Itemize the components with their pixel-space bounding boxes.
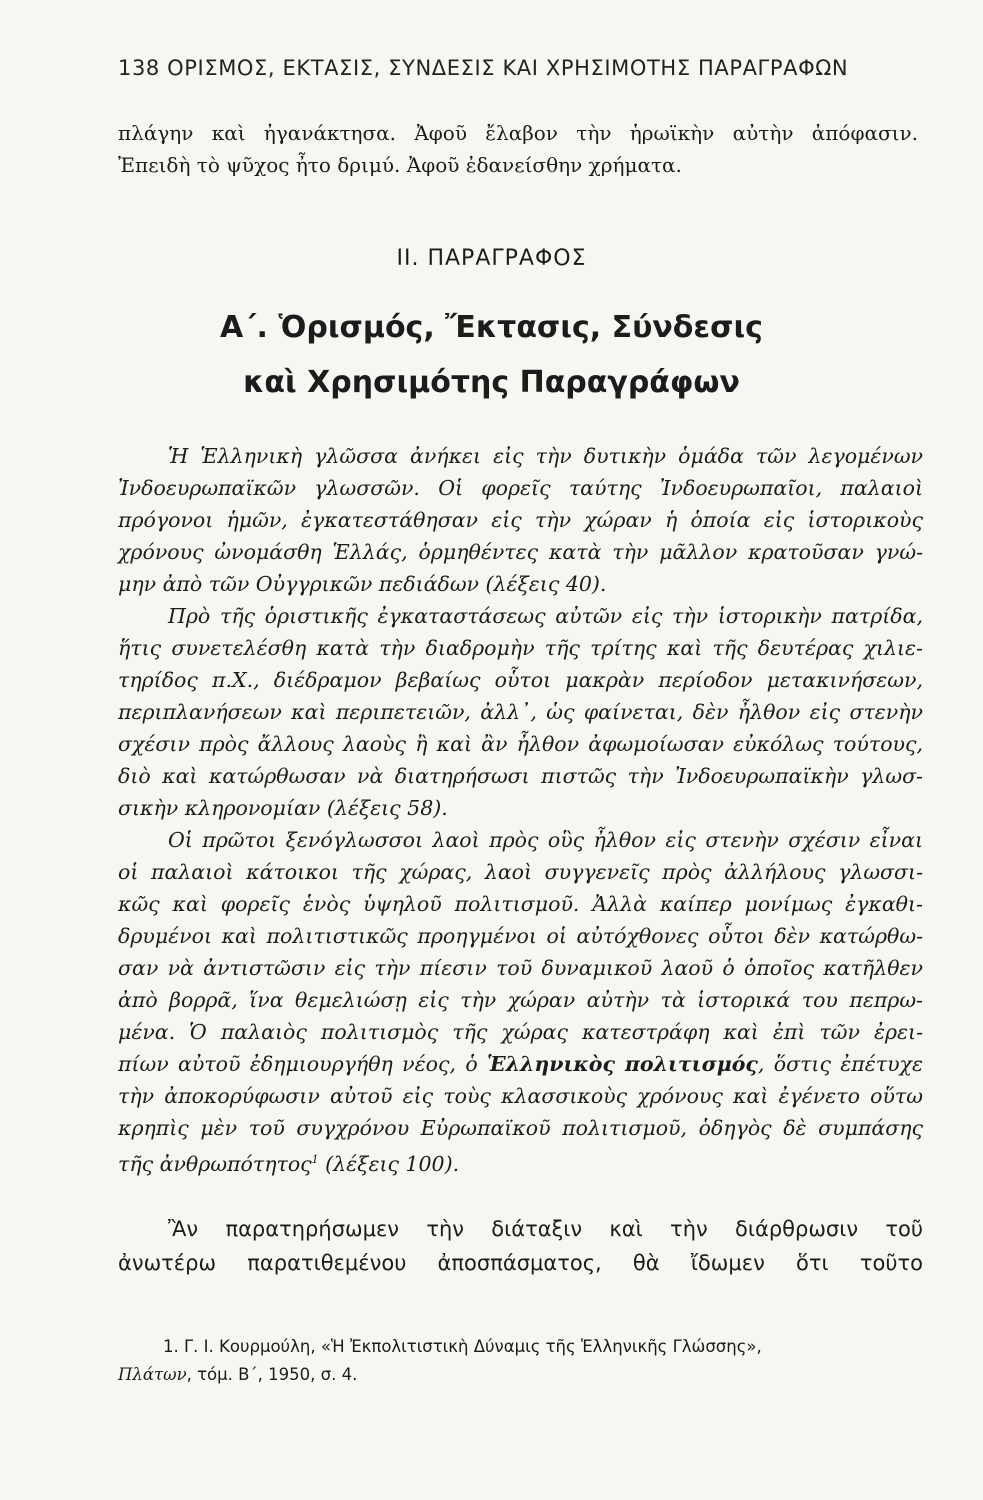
quoted-passage	[118, 440, 923, 1180]
quote-line: κῶς καὶ φορεῖς ἑνὸς ὑψηλοῦ πολιτισμοῦ. Ἀλλὰ καίπερ μονίμως ἐγκαθι-	[118, 892, 923, 916]
footnote-marker: 1	[311, 1153, 319, 1166]
quote-line: Ἰνδοευρωπαϊκῶν γλωσσῶν. Οἱ φορεῖς ταύτης Ἰνδοευρωπαῖοι, παλαιοὶ	[118, 476, 923, 500]
quote-line: μην ἀπὸ τῶν Οὐγγρικῶν πεδιάδων (λέξεις 40).	[118, 572, 607, 596]
quote-line	[118, 1048, 923, 1080]
quote-text: (λέξεις 100).	[318, 1151, 460, 1176]
quote-line: διὸ καὶ κατώρθωσαν νὰ διατηρήσωσι πιστῶς τὴν Ἰνδοευρωπαϊκὴν γλωσ-	[118, 764, 923, 788]
intro-text	[118, 117, 918, 181]
footnote	[118, 1333, 923, 1389]
running-head: 138 ΟΡΙΣΜΟΣ, ΕΚΤΑΣΙΣ, ΣΥΝΔΕΣΙΣ ΚΑΙ ΧΡΗΣΙΜΟΤΗΣ ΠΑΡΑΓΡΑΦΩΝ	[118, 56, 849, 80]
quote-line: δρυμένοι καὶ πολιτιστικῶς προηγμένοι οἱ αὐτόχθονες οὗτοι δὲν κατώρθω-	[118, 924, 923, 948]
quote-line: σικὴν κληρονομίαν (λέξεις 58).	[118, 796, 448, 820]
quote-line: οἱ παλαιοὶ κάτοικοι τῆς χώρας, λαοὶ συγγενεῖς πρὸς ἀλλήλους γλωσσι-	[118, 860, 923, 884]
quote-line: περιπλανήσεων καὶ περιπετειῶν, ἀλλ᾽, ὡς φαίνεται, δὲν ἦλθον εἰς στενὴν	[118, 700, 923, 724]
text-line: Ἐπειδὴ τὸ ψῦχος ἦτο δριμύ. Ἀφοῦ ἐδανείσθην χρήματα.	[118, 153, 682, 177]
quote-line: Ἡ Ἑλληνικὴ γλῶσσα ἀνήκει εἰς τὴν δυτικὴν ὁμάδα τῶν λεγομένων	[168, 444, 923, 468]
quote-line: πρόγονοι ἡμῶν, ἐγκατεστάθησαν εἰς τὴν χώραν ἡ ὁποία εἰς ἱστορικοὺς	[118, 508, 923, 532]
quote-line: χρόνους ὠνομάσθη Ἑλλάς, ὁρμηθέντες κατὰ τὴν μᾶλλον κρατοῦσαν γνώ-	[118, 540, 923, 564]
quote-text: πίων αὐτοῦ ἐδημιουργήθη νέος, ὁ	[118, 1052, 478, 1076]
quote-line: σαν νὰ ἀντιστῶσιν εἰς τὴν πίεσιν τοῦ δυναμικοῦ λαοῦ ὁ ὁποῖος κατῆλθεν	[118, 956, 923, 980]
footnote-text: , τόμ. Β΄, 1950, σ. 4.	[186, 1365, 358, 1384]
quote-line: Πρὸ τῆς ὁριστικῆς ἐγκαταστάσεως αὐτῶν εἰς τὴν ἱστορικὴν πατρίδα,	[168, 604, 923, 628]
quote-line: κρηπὶς μὲν τοῦ συγχρόνου Εὐρωπαϊκοῦ πολιτισμοῦ, ὁδηγὸς δὲ συμπάσης	[118, 1116, 923, 1140]
quote-line	[118, 1144, 923, 1180]
quote-text: , ὅστις ἐπέτυχε	[757, 1052, 923, 1076]
journal-name: Πλάτων	[118, 1365, 187, 1384]
footnote-line: 1. Γ. Ι. Κουρμούλη, «Ἡ Ἐκπολιτιστικὴ Δύναμις τῆς Ἑλληνικῆς Γλώσσης»,	[163, 1337, 762, 1356]
footnote-line	[118, 1361, 923, 1389]
section-number: ΙΙ. ΠΑΡΑΓΡΑΦΟΣ	[396, 246, 587, 271]
text-line: πλάγην καὶ ἠγανάκτησα. Ἀφοῦ ἔλαβον τὴν ἡρωϊκὴν αὐτὴν ἀπόφασιν.	[118, 121, 918, 145]
quote-text: τῆς ἀνθρωπότητος	[118, 1151, 312, 1176]
quote-line: ἀπὸ βορρᾶ, ἵνα θεμελιώσῃ εἰς τὴν χώραν αὐτὴν τὰ ἱστορικά του πεπρω-	[118, 988, 923, 1012]
emphasis-text: Ἑλληνικὸς πολιτισμός	[487, 1052, 758, 1076]
quote-line: τὴν ἀποκορύφωσιν αὐτοῦ εἰς τοὺς κλασσικοὺς χρόνους καὶ ἐγένετο οὕτω	[118, 1084, 923, 1108]
section-title-line-1: Α΄. Ὁρισμός, Ἔκτασις, Σύνδεσις	[220, 310, 763, 345]
quote-line: σχέσιν πρὸς ἄλλους λαοὺς ἢ καὶ ἂν ἦλθον ἀφωμοίωσαν εὐκόλως τούτους,	[118, 732, 923, 756]
quote-line: Οἱ πρῶτοι ξενόγλωσσοι λαοὶ πρὸς οὓς ἦλθον εἰς στενὴν σχέσιν εἶναι	[168, 828, 923, 852]
commentary-text	[118, 1212, 923, 1280]
quote-line: ἥτις συνετελέσθη κατὰ τὴν διαδρομὴν τῆς τρίτης καὶ τῆς δευτέρας χιλιε-	[118, 636, 923, 660]
quote-line: τηρίδος π.Χ., διέδραμον βεβαίως οὗτοι μακρὰν περίοδον μετακινήσεων,	[118, 668, 923, 692]
text-line: ἀνωτέρω παρατιθεμένου ἀποσπάσματος, θὰ ἴδωμεν ὅτι τοῦτο	[118, 1251, 923, 1275]
text-line: Ἂν παρατηρήσωμεν τὴν διάταξιν καὶ τὴν διάρθρωσιν τοῦ	[168, 1217, 923, 1241]
section-title-line-2: καὶ Χρησιμότης Παραγράφων	[243, 365, 740, 400]
quote-line: μένα. Ὁ παλαιὸς πολιτισμὸς τῆς χώρας κατεστράφη καὶ ἐπὶ τῶν ἐρει-	[118, 1020, 923, 1044]
